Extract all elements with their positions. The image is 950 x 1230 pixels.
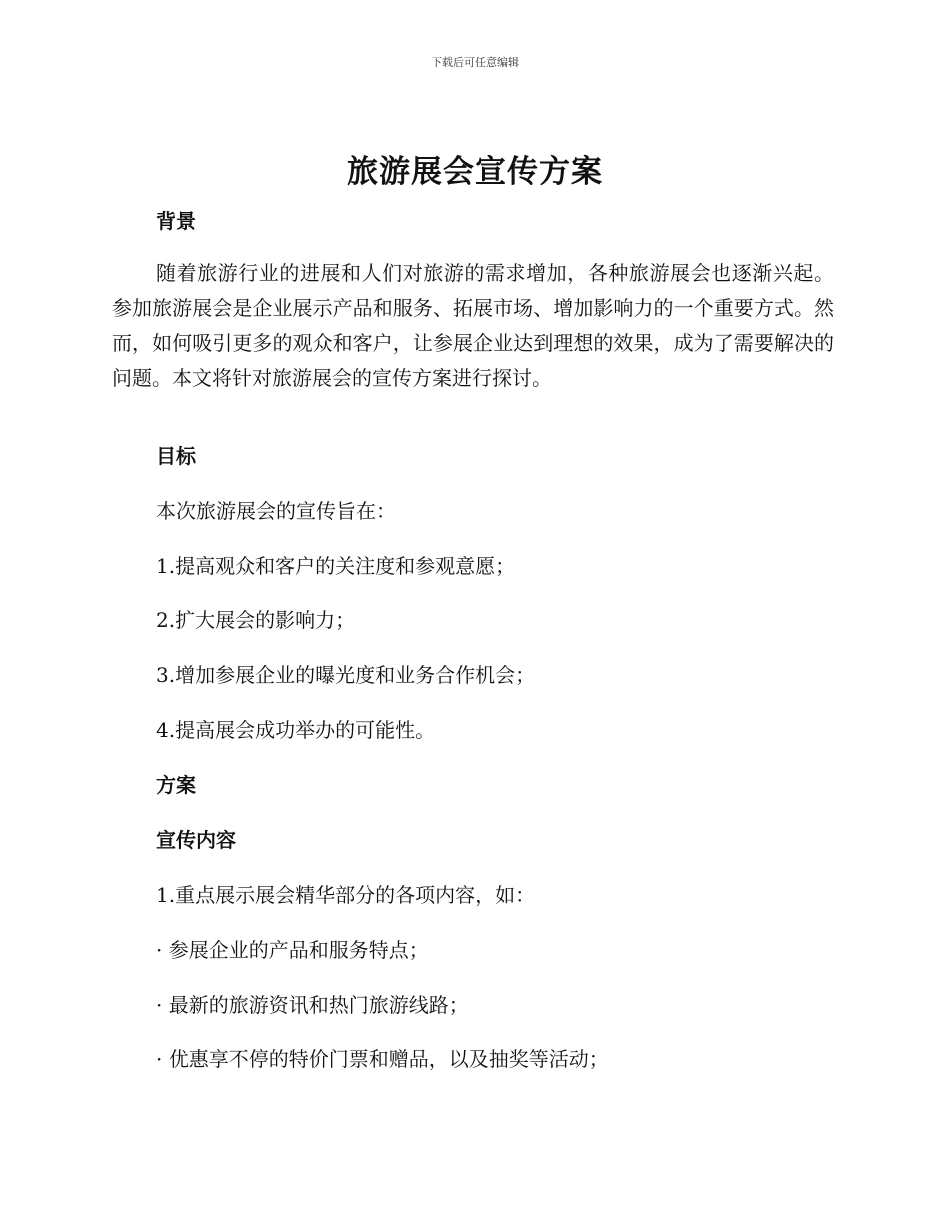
section-heading-plan: 方案 <box>156 773 196 797</box>
document-title: 旅游展会宣传方案 <box>347 154 603 190</box>
goal-item-3: 3.增加参展企业的曝光度和业务合作机会； <box>156 663 536 687</box>
background-paragraph: 随着旅游行业的进展和人们对旅游的需求增加，各种旅游展会也逐渐兴起。参加旅游展会是企业展示产品和服务、拓展市场、增加影响力的一个重要方式。然而，如何吸引更多的观众和客户，让参展企业达到理想的效果，成为了需要解决的问题。本文将针对旅游展会的宣传方案进行探讨。 <box>112 261 834 390</box>
goal-item-4: 4.提高展会成功举办的可能性。 <box>156 718 436 742</box>
header-note: 下载后可任意编辑 <box>431 56 519 69</box>
section-heading-background: 背景 <box>156 209 196 233</box>
plan-bullet-3: · 优惠享不停的特价门票和赠品，以及抽奖等活动； <box>156 1047 609 1071</box>
goals-intro: 本次旅游展会的宣传旨在： <box>156 499 396 523</box>
section-heading-goals: 目标 <box>156 444 196 468</box>
goal-item-2: 2.扩大展会的影响力； <box>156 608 356 632</box>
subheading-promo-content: 宣传内容 <box>156 828 236 852</box>
plan-bullet-2: · 最新的旅游资讯和热门旅游线路； <box>156 993 469 1017</box>
plan-item-1: 1.重点展示展会精华部分的各项内容，如： <box>156 883 536 907</box>
plan-bullet-1: · 参展企业的产品和服务特点； <box>156 938 429 962</box>
goal-item-1: 1.提高观众和客户的关注度和参观意愿； <box>156 554 516 578</box>
